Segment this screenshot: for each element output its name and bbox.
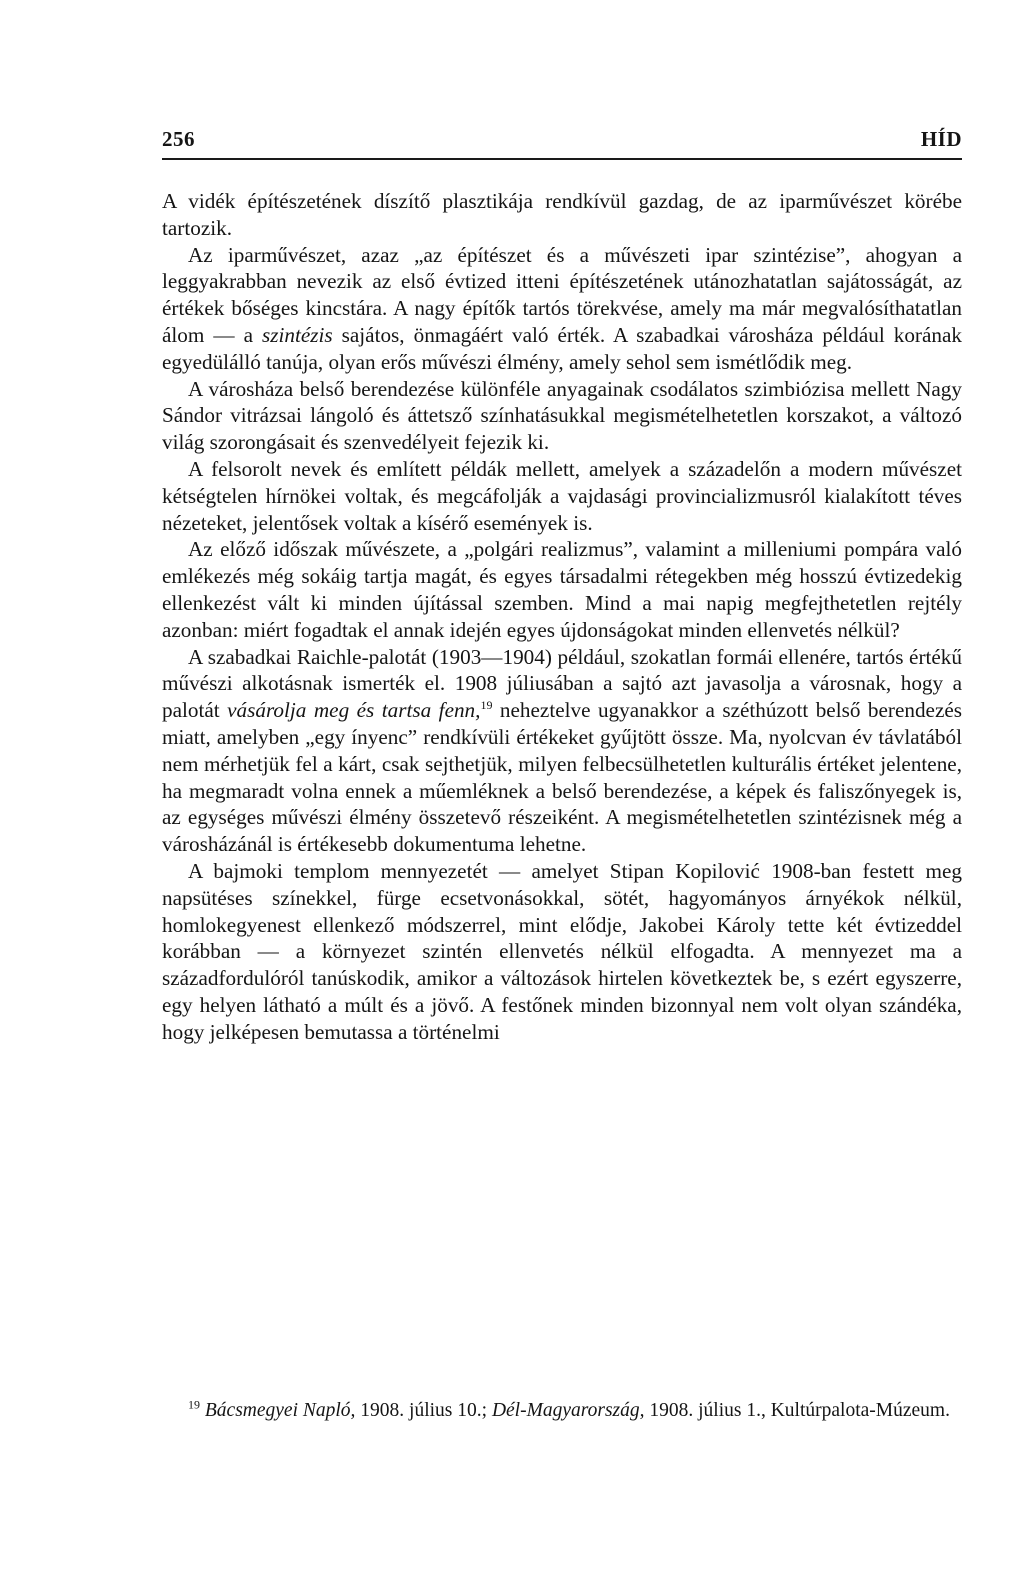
text-run: A városháza belső berendezése különféle anyagainak csodálatos szimbiózisa mellett Nagy Sándor vitrázsai lángoló és áttetsző színhatásukkal megismételhetetlen korszakot, a változó világ szorongásait és szenvedélyeit fejezik ki.: [162, 376, 962, 455]
italic-text: Bácsmegyei Napló,: [204, 1400, 356, 1421]
text-run: 1908. július 1., Kultúrpalota-Múzeum.: [644, 1400, 950, 1421]
text-run: A vidék építészetének díszítő plasztikája rendkívül gazdag, de az iparművészet körébe tartozik.: [162, 189, 962, 240]
paragraph: [162, 242, 962, 376]
running-header: [162, 126, 962, 152]
text-run: 1908. július 10.;: [355, 1400, 492, 1421]
journal-title: HÍD: [920, 127, 962, 151]
italic-text: Dél-Magyarország,: [491, 1400, 645, 1421]
paragraph: [162, 188, 962, 242]
footnote-marker: 19: [480, 698, 493, 713]
footnote-marker: 19: [188, 1397, 200, 1412]
text-run: A felsorolt nevek és említett példák mellett, amelyek a századelőn a modern művészet kétségtelen hírnökei voltak, és megcáfolják a vajdasági provincializmusról kialakított téves nézeteket, jelentősek voltak a kísérő események is.: [162, 456, 962, 535]
text-run: Az iparművészet, azaz „az építészet és a művészeti ipar szintézise”, ahogyan a leggyakrabban nevezik az első évtized itteni építészetének utánozhatatlan sajátosságát, az értékek bőséges kincstára. A nagy építők tartós törekvése, amely ma már megvalósíthatatlan álom — a: [162, 242, 962, 347]
text-run: A szabadkai Raichle-palotát (1903—1904) például, szokatlan formái ellenére, tartós értékű művészi alkotásnak ismerték el. 1908 júliusában a sajtó azt javasolja a városnak, hogy a palotát: [162, 644, 962, 723]
paragraph: [162, 536, 962, 643]
footnote: [162, 1398, 962, 1423]
paragraph: [162, 644, 962, 858]
article-body: [162, 188, 962, 1046]
italic-text: vásárolja meg és tartsa fenn,: [227, 698, 481, 723]
header-rule: [162, 158, 962, 160]
text-run: neheztelve ugyanakkor a széthúzott belső berendezés miatt, amelyben „egy ínyenc” rendkívüli értékeket gyűjtött össze. Ma, nyolcvan év távlatából nem mérhetjük fel a kárt, csak sejthetjük, milyen felbecsülhetetlen kulturális értéket jelentene, ha megmaradt volna ennek a műemléknek a belső berendezése, a képek és faliszőnyegek is, az egységes művészi élmény összetevő részeiként. A megismételhetetlen szintézisnek még a városházánál is értékesebb dokumentuma lehetne.: [162, 698, 962, 857]
page: [162, 126, 962, 1046]
paragraph: [162, 376, 962, 456]
text-run: Az előző időszak művészete, a „polgári realizmus”, valamint a milleniumi pompára való emlékezés még sokáig tartja magát, és egyes társadalmi rétegekben még hosszú évtizedekig ellenkezést vált ki minden újítással szemben. Mind a mai napig megfejthetetlen rejtély azonban: miért fogadtak el annak idején egyes újdonságokat minden ellenvetés nélkül?: [162, 537, 962, 642]
footnotes: [162, 1398, 962, 1423]
page-number: 256: [162, 127, 195, 151]
italic-text: szintézis: [261, 322, 333, 347]
paragraph: [162, 456, 962, 536]
text-run: sajátos, önmagáért való érték. A szabadkai városháza például korának egyedülálló tanúja, olyan erős művészi élmény, amely sehol sem ismétlődik meg.: [162, 322, 962, 374]
text-run: A bajmoki templom mennyezetét — amelyet Stipan Kopilović 1908-ban festett meg napsütéses színekkel, fürge ecsetvonásokkal, sötét, hagyományos árnyékok nélkül, homlokegyenest ellenkező módszerrel, mint elődje, Jakobei Károly tette két évtizeddel korábban — a környezet szintén ellenvetés nélkül elfogadta. A mennyezet ma a századfordulóról tanúskodik, amikor a változások hirtelen következtek be, s ezért egyszerre, egy helyen látható a múlt és a jövő. A festőnek minden bizonnyal nem volt olyan szándéka, hogy jelképesen bemutassa a történelmi: [162, 858, 962, 1044]
paragraph: [162, 858, 962, 1046]
